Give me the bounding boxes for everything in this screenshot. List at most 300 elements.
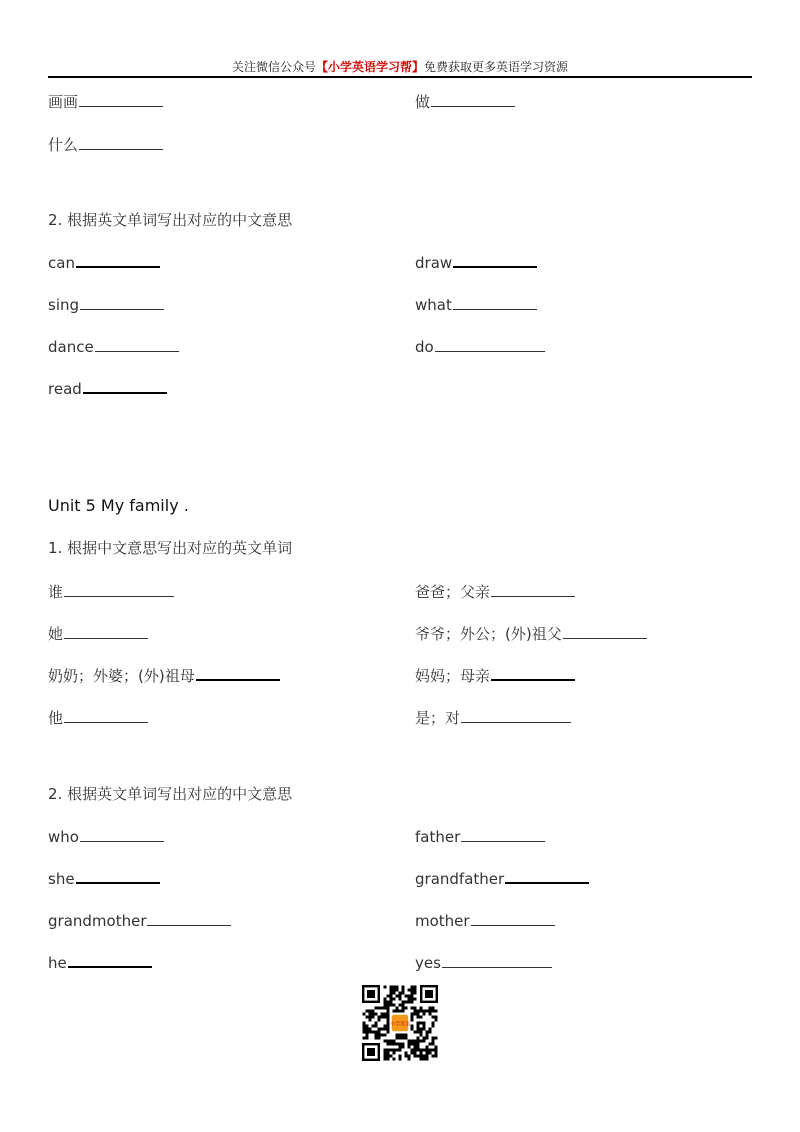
qr-module	[390, 1049, 393, 1052]
qr-module	[411, 1001, 414, 1004]
vocab-item: sing	[48, 295, 164, 315]
qr-module	[429, 1031, 432, 1034]
qr-module	[381, 1028, 384, 1031]
vocab-item: what	[415, 295, 537, 315]
qr-module	[366, 1010, 369, 1013]
vocab-item: 是；对	[415, 708, 571, 728]
qr-module	[363, 1013, 366, 1016]
qr-module	[411, 995, 414, 998]
question-heading: 2. 根据英文单词写出对应的中文意思	[48, 785, 293, 803]
qr-module	[390, 995, 393, 998]
qr-module	[366, 1028, 369, 1031]
qr-module	[390, 1055, 393, 1058]
vocab-item: who	[48, 827, 164, 847]
qr-module	[387, 1043, 390, 1046]
qr-module	[435, 1010, 438, 1013]
qr-module	[405, 1007, 408, 1010]
qr-module	[414, 1040, 417, 1043]
qr-module	[366, 1025, 369, 1028]
vocab-item: do	[415, 337, 545, 357]
header-highlight: 【小学英语学习帮】	[315, 60, 424, 74]
qr-module	[399, 1010, 402, 1013]
vocab-item: he	[48, 953, 152, 973]
vocab-item: 妈妈；母亲	[415, 666, 575, 686]
answer-blank[interactable]	[83, 391, 167, 394]
qr-module	[417, 1031, 420, 1034]
qr-module	[417, 1037, 420, 1040]
answer-blank[interactable]	[461, 721, 571, 723]
qr-module	[393, 986, 396, 989]
question-heading: 2. 根据英文单词写出对应的中文意思	[48, 211, 293, 229]
qr-module	[402, 1043, 405, 1046]
qr-module	[420, 1049, 423, 1052]
qr-module	[396, 1049, 399, 1052]
qr-module	[408, 1001, 411, 1004]
qr-module	[384, 1040, 387, 1043]
qr-module	[432, 1040, 435, 1043]
qr-module	[396, 989, 399, 992]
qr-module	[363, 1025, 366, 1028]
qr-module	[375, 1007, 378, 1010]
vocab-item: dance	[48, 337, 179, 357]
qr-module	[393, 998, 396, 1001]
qr-module	[402, 1004, 405, 1007]
qr-module	[369, 1013, 372, 1016]
qr-module	[393, 1049, 396, 1052]
qr-module	[411, 1025, 414, 1028]
qr-module	[414, 1055, 417, 1058]
qr-module	[375, 1031, 378, 1034]
answer-blank[interactable]	[453, 265, 537, 268]
qr-module	[429, 1028, 432, 1031]
qr-module	[414, 998, 417, 1001]
qr-module	[435, 1055, 438, 1058]
qr-module	[393, 1043, 396, 1046]
vocab-item: 爸爸；父亲	[415, 582, 575, 602]
qr-module	[378, 1019, 381, 1022]
qr-module	[372, 1025, 375, 1028]
qr-module	[432, 1043, 435, 1046]
qr-module	[363, 1028, 366, 1031]
page-header	[48, 60, 752, 76]
answer-blank[interactable]	[80, 840, 164, 842]
qr-module	[411, 1043, 414, 1046]
qr-module	[417, 1049, 420, 1052]
qr-module	[408, 1043, 411, 1046]
answer-blank[interactable]	[79, 105, 163, 107]
qr-module	[432, 1010, 435, 1013]
vocab-item: father	[415, 827, 545, 847]
qr-module	[423, 1010, 426, 1013]
qr-module	[435, 1016, 438, 1019]
qr-module	[378, 1037, 381, 1040]
qr-center-label: 小学英语	[389, 1021, 411, 1028]
qr-module	[420, 1031, 423, 1034]
qr-module	[399, 1058, 402, 1061]
answer-blank[interactable]	[453, 308, 537, 310]
qr-module	[396, 1007, 399, 1010]
qr-module	[378, 1016, 381, 1019]
qr-module	[366, 1031, 369, 1034]
qr-module	[402, 1034, 405, 1037]
qr-module	[378, 1007, 381, 1010]
qr-module	[414, 1052, 417, 1055]
qr-module	[399, 1043, 402, 1046]
qr-module	[420, 1028, 423, 1031]
header-text-pre: 关注微信公众号	[231, 60, 316, 74]
qr-module	[387, 1052, 390, 1055]
vocab-item: 什么	[48, 135, 163, 155]
qr-module	[381, 1016, 384, 1019]
qr-module	[366, 1034, 369, 1037]
qr-module	[432, 1037, 435, 1040]
qr-module	[384, 1055, 387, 1058]
vocab-item: grandmother	[48, 911, 231, 931]
qr-module	[393, 1004, 396, 1007]
qr-module	[396, 1034, 399, 1037]
qr-module	[393, 1052, 396, 1055]
qr-module	[414, 1007, 417, 1010]
qr-module	[399, 995, 402, 998]
qr-module	[420, 1007, 423, 1010]
qr-module	[390, 1004, 393, 1007]
answer-blank[interactable]	[64, 637, 148, 639]
qr-module	[408, 995, 411, 998]
qr-module	[408, 1055, 411, 1058]
qr-module	[378, 1028, 381, 1031]
qr-module	[378, 1031, 381, 1034]
qr-module	[384, 1052, 387, 1055]
qr-module	[393, 1058, 396, 1061]
qr-module	[393, 1040, 396, 1043]
qr-module	[396, 1043, 399, 1046]
qr-module	[381, 1034, 384, 1037]
qr-module	[405, 1052, 408, 1055]
qr-module	[423, 1055, 426, 1058]
answer-blank[interactable]	[196, 678, 280, 681]
qr-code-icon[interactable]	[362, 985, 438, 1061]
qr-module	[411, 1028, 414, 1031]
qr-module	[420, 1055, 423, 1058]
qr-module	[369, 1019, 372, 1022]
answer-blank[interactable]	[95, 350, 179, 352]
answer-blank[interactable]	[471, 924, 555, 926]
vocab-item: grandfather	[415, 869, 589, 889]
qr-module	[429, 1049, 432, 1052]
vocab-item: 她	[48, 624, 148, 644]
vocab-item: yes	[415, 953, 552, 973]
qr-module	[411, 1019, 414, 1022]
qr-module	[372, 1016, 375, 1019]
answer-blank[interactable]	[68, 965, 152, 968]
vocab-item: 爷爷；外公；(外)祖父	[415, 624, 647, 644]
qr-module	[423, 1058, 426, 1061]
qr-module	[390, 992, 393, 995]
qr-module	[411, 986, 414, 989]
qr-module	[384, 1049, 387, 1052]
qr-module	[408, 998, 411, 1001]
qr-module	[381, 1007, 384, 1010]
vocab-item: mother	[415, 911, 555, 931]
qr-module	[411, 998, 414, 1001]
qr-module	[411, 1052, 414, 1055]
qr-module	[417, 1016, 420, 1019]
qr-module	[411, 1040, 414, 1043]
qr-module	[369, 1010, 372, 1013]
header-rule	[48, 76, 752, 78]
answer-blank[interactable]	[505, 881, 589, 884]
qr-module	[426, 1031, 429, 1034]
answer-blank[interactable]	[491, 595, 575, 597]
qr-module	[366, 1037, 369, 1040]
qr-module	[399, 1049, 402, 1052]
qr-module	[420, 1052, 423, 1055]
answer-blank[interactable]	[79, 148, 163, 150]
qr-module	[423, 1022, 426, 1025]
qr-module	[366, 1016, 369, 1019]
qr-module	[384, 1016, 387, 1019]
answer-blank[interactable]	[64, 595, 174, 597]
qr-module	[423, 1037, 426, 1040]
qr-module	[432, 1025, 435, 1028]
qr-module	[405, 1034, 408, 1037]
qr-module	[402, 1046, 405, 1049]
qr-module	[387, 1004, 390, 1007]
qr-module	[399, 1037, 402, 1040]
qr-module	[417, 1013, 420, 1016]
qr-module	[429, 1010, 432, 1013]
qr-module	[375, 1037, 378, 1040]
qr-module	[432, 1055, 435, 1058]
qr-module	[432, 1049, 435, 1052]
qr-module	[435, 1049, 438, 1052]
qr-module	[402, 1001, 405, 1004]
vocab-item: 做	[415, 92, 515, 112]
answer-blank[interactable]	[431, 105, 515, 107]
qr-module	[423, 1013, 426, 1016]
qr-module	[414, 1031, 417, 1034]
qr-module	[426, 1058, 429, 1061]
qr-module	[384, 998, 387, 1001]
qr-module	[387, 1016, 390, 1019]
vocab-item: can	[48, 253, 160, 273]
qr-module	[363, 1037, 366, 1040]
qr-module	[396, 986, 399, 989]
qr-module	[426, 1055, 429, 1058]
qr-module	[384, 1028, 387, 1031]
qr-module	[411, 992, 414, 995]
qr-module	[387, 1028, 390, 1031]
qr-module	[402, 1007, 405, 1010]
qr-module	[372, 1031, 375, 1034]
qr-module	[363, 1022, 366, 1025]
qr-module	[408, 989, 411, 992]
qr-module	[393, 992, 396, 995]
qr-module	[414, 1010, 417, 1013]
qr-module	[423, 1049, 426, 1052]
qr-module	[420, 1022, 423, 1025]
qr-module	[432, 1022, 435, 1025]
qr-module	[396, 1010, 399, 1013]
answer-blank[interactable]	[442, 966, 552, 968]
qr-module	[372, 1013, 375, 1016]
qr-module	[405, 1055, 408, 1058]
qr-module	[387, 1040, 390, 1043]
qr-module	[429, 1013, 432, 1016]
qr-module	[387, 1013, 390, 1016]
answer-blank[interactable]	[64, 721, 148, 723]
answer-blank[interactable]	[147, 924, 231, 926]
qr-module	[387, 995, 390, 998]
qr-module	[435, 1019, 438, 1022]
qr-module	[390, 989, 393, 992]
qr-module	[387, 1010, 390, 1013]
qr-module	[426, 1052, 429, 1055]
answer-blank[interactable]	[80, 308, 164, 310]
qr-module	[417, 1025, 420, 1028]
qr-module	[405, 1001, 408, 1004]
qr-module	[420, 1034, 423, 1037]
qr-module	[417, 1040, 420, 1043]
qr-module	[420, 1010, 423, 1013]
vocab-item: 奶奶；外婆；(外)祖母	[48, 666, 280, 686]
qr-module	[387, 1049, 390, 1052]
qr-module	[426, 1049, 429, 1052]
qr-module	[363, 1031, 366, 1034]
answer-blank[interactable]	[76, 881, 160, 884]
qr-module	[411, 1049, 414, 1052]
qr-module	[435, 1052, 438, 1055]
qr-module	[375, 1025, 378, 1028]
qr-module	[369, 1028, 372, 1031]
qr-module	[417, 1022, 420, 1025]
qr-module	[375, 1022, 378, 1025]
qr-module	[435, 1037, 438, 1040]
qr-module	[402, 992, 405, 995]
qr-module	[384, 986, 387, 989]
qr-module	[399, 1046, 402, 1049]
qr-module	[399, 1055, 402, 1058]
qr-module	[369, 1016, 372, 1019]
qr-module	[423, 1025, 426, 1028]
vocab-item: read	[48, 379, 167, 399]
vocab-item: draw	[415, 253, 537, 273]
qr-module	[387, 1031, 390, 1034]
qr-module	[384, 1001, 387, 1004]
qr-module	[381, 1013, 384, 1016]
vocab-item: she	[48, 869, 160, 889]
qr-module	[411, 1013, 414, 1016]
qr-module	[393, 989, 396, 992]
question-heading: 1. 根据中文意思写出对应的英文单词	[48, 539, 293, 557]
qr-module	[399, 1034, 402, 1037]
qr-module	[414, 986, 417, 989]
qr-module	[387, 1055, 390, 1058]
qr-module	[417, 1028, 420, 1031]
qr-module	[432, 1007, 435, 1010]
qr-module	[390, 1001, 393, 1004]
qr-module	[420, 1040, 423, 1043]
qr-module	[402, 986, 405, 989]
qr-module	[420, 1058, 423, 1061]
qr-module	[414, 992, 417, 995]
qr-module	[429, 1043, 432, 1046]
qr-module	[414, 1013, 417, 1016]
vocab-item: 谁	[48, 582, 174, 602]
qr-module	[435, 1046, 438, 1049]
qr-module	[402, 1010, 405, 1013]
qr-module	[390, 986, 393, 989]
qr-module	[414, 1043, 417, 1046]
qr-module	[411, 1016, 414, 1019]
qr-module	[426, 1034, 429, 1037]
qr-module	[387, 1058, 390, 1061]
qr-module	[393, 1010, 396, 1013]
qr-module	[399, 992, 402, 995]
qr-module	[417, 1055, 420, 1058]
qr-module	[405, 995, 408, 998]
qr-module	[384, 1007, 387, 1010]
qr-module	[372, 1010, 375, 1013]
qr-module	[402, 1037, 405, 1040]
qr-module	[408, 1058, 411, 1061]
qr-module	[384, 1013, 387, 1016]
qr-module	[420, 1016, 423, 1019]
qr-module	[384, 1004, 387, 1007]
answer-blank[interactable]	[435, 350, 545, 352]
qr-module	[399, 1004, 402, 1007]
qr-module	[387, 1007, 390, 1010]
qr-module	[414, 1046, 417, 1049]
qr-module	[402, 989, 405, 992]
qr-module	[423, 1028, 426, 1031]
qr-module	[405, 1037, 408, 1040]
unit-title: Unit 5 My family .	[48, 496, 189, 515]
qr-module	[417, 1010, 420, 1013]
qr-module	[375, 1013, 378, 1016]
qr-module	[408, 1046, 411, 1049]
answer-blank[interactable]	[76, 265, 160, 268]
qr-module	[429, 1052, 432, 1055]
answer-blank[interactable]	[491, 678, 575, 681]
qr-module	[384, 1025, 387, 1028]
qr-module	[414, 1049, 417, 1052]
qr-module	[411, 1007, 414, 1010]
answer-blank[interactable]	[563, 637, 647, 639]
qr-module	[384, 1058, 387, 1061]
header-text-post: 免费获取更多英语学习资源	[424, 60, 569, 74]
qr-module	[390, 1043, 393, 1046]
qr-module	[426, 1037, 429, 1040]
vocab-item: 他	[48, 708, 148, 728]
qr-module	[378, 1034, 381, 1037]
qr-module	[432, 1016, 435, 1019]
qr-module	[399, 998, 402, 1001]
answer-blank[interactable]	[461, 840, 545, 842]
qr-module	[375, 1034, 378, 1037]
qr-module	[387, 1001, 390, 1004]
qr-module	[390, 1040, 393, 1043]
qr-module	[417, 1046, 420, 1049]
qr-module	[417, 1043, 420, 1046]
qr-module	[429, 1007, 432, 1010]
qr-module	[396, 1037, 399, 1040]
qr-module	[408, 1040, 411, 1043]
qr-module	[426, 1010, 429, 1013]
qr-module	[423, 1040, 426, 1043]
qr-module	[384, 1034, 387, 1037]
qr-module	[369, 1031, 372, 1034]
